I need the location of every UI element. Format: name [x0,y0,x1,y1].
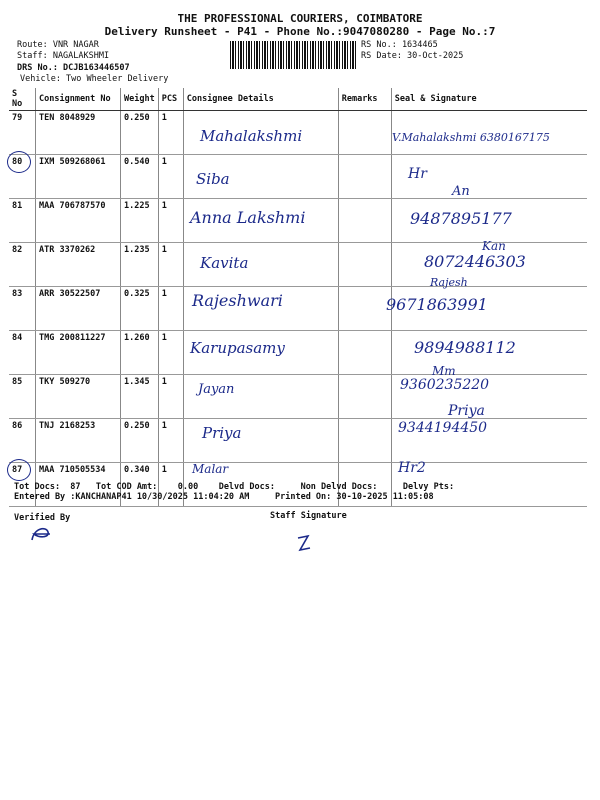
row-weight: 0.250 [121,111,159,155]
handwritten-name: Jayan [198,382,235,397]
table-row [9,287,587,331]
handwritten-signature: 9360235220 [400,377,490,393]
vehicle-label: Vehicle: Two Wheeler Delivery [20,74,169,84]
row-sno: 82 [9,243,36,287]
row-consignment: MAA 710505534 [36,463,121,507]
row-pcs: 1 [158,419,183,463]
row-consignment: IXM 509268061 [36,155,121,199]
row-weight: 0.340 [121,463,159,507]
col-remarks: Remarks [338,88,391,111]
row-sno: 81 [9,199,36,243]
row-pcs: 1 [158,463,183,507]
table-row [9,419,587,463]
handwritten-signature: 9487895177 [410,209,512,228]
verifier-signature [28,522,54,544]
circle-mark [7,151,31,173]
handwritten-signature: Kan [482,239,506,253]
row-sno: 86 [9,419,36,463]
row-sno: 79 [9,111,36,155]
row-consignment: TMG 200811227 [36,331,121,375]
handwritten-name: Malar [192,462,229,476]
row-weight: 1.225 [121,199,159,243]
handwritten-signature: Rajesh [430,276,468,289]
handwritten-signature: An [452,184,470,199]
row-weight: 1.345 [121,375,159,419]
handwritten-name: Mahalakshmi [200,127,303,145]
handwritten-signature: Mm [432,364,456,378]
handwritten-name: Siba [196,170,230,188]
row-consignment: ATR 3370262 [36,243,121,287]
row-pcs: 1 [158,375,183,419]
table-header [9,88,587,111]
handwritten-signature: Hr2 [398,460,426,476]
drs-label: DRS No.: DCJB163446507 [17,63,130,73]
handwritten-signature: 9344194450 [398,420,488,436]
verified-by-label: Verified By [14,513,71,523]
row-sno: 87 [9,463,36,507]
staff-signature-mark [294,532,314,554]
handwritten-signature: 9671863991 [386,295,488,314]
barcode [230,41,358,69]
handwritten-name: Kavita [200,254,249,272]
row-pcs: 1 [158,331,183,375]
row-pcs: 1 [158,199,183,243]
handwritten-signature: 8072446303 [424,252,526,271]
row-weight: 0.325 [121,287,159,331]
row-sno: 84 [9,331,36,375]
row-pcs: 1 [158,243,183,287]
staff-label: Staff: NAGALAKSHMI [17,51,110,61]
totals-line: Tot Docs: 87 Tot COD Amt: 0.00 Delvd Docs: Non Delvd Docs: Delvy Pts: [14,482,455,492]
runsheet-table [9,88,587,507]
table-row [9,155,587,199]
handwritten-name: Priya [202,424,242,442]
handwritten-name: Anna Lakshmi [190,208,306,227]
row-consignment: ARR 30522507 [36,287,121,331]
col-sno: S No [9,88,36,111]
table-row [9,375,587,419]
handwritten-signature: 9894988112 [414,338,516,357]
col-consignee: Consignee Details [183,88,338,111]
row-pcs: 1 [158,155,183,199]
company-title: THE PROFESSIONAL COURIERS, COIMBATORE [177,12,423,25]
row-weight: 0.540 [121,155,159,199]
row-consignment: MAA 706787570 [36,199,121,243]
handwritten-signature: Hr [408,166,427,182]
rs-number: RS No.: 1634465 [361,40,438,50]
row-pcs: 1 [158,111,183,155]
handwritten-name: Rajeshwari [192,291,283,310]
rs-date: RS Date: 30-Oct-2025 [361,51,464,61]
col-signature: Seal & Signature [391,88,587,111]
col-consignment: Consignment No [36,88,121,111]
staff-signature-label: Staff Signature [270,511,347,521]
row-pcs: 1 [158,287,183,331]
row-consignment: TKY 509270 [36,375,121,419]
handwritten-signature: V.Mahalakshmi 6380167175 [392,131,550,144]
row-sno: 85 [9,375,36,419]
row-consignment: TNJ 2168253 [36,419,121,463]
col-weight: Weight [121,88,159,111]
row-sno: 80 [9,155,36,199]
row-sno: 83 [9,287,36,331]
row-weight: 1.235 [121,243,159,287]
route-label: Route: VNR NAGAR [17,40,99,50]
circle-mark [7,459,31,481]
row-weight: 0.250 [121,419,159,463]
runsheet-subtitle: Delivery Runsheet - P41 - Phone No.:9047080280 - Page No.:7 [104,25,496,38]
handwritten-name: Karupasamy [190,339,285,357]
row-consignment: TEN 8048929 [36,111,121,155]
col-pcs: PCS [158,88,183,111]
entered-by-line: Entered By :KANCHANAP41 10/30/2025 11:04:20 AM Printed On: 30-10-2025 11:05:08 [14,492,434,502]
handwritten-signature: Priya [448,403,485,419]
row-weight: 1.260 [121,331,159,375]
